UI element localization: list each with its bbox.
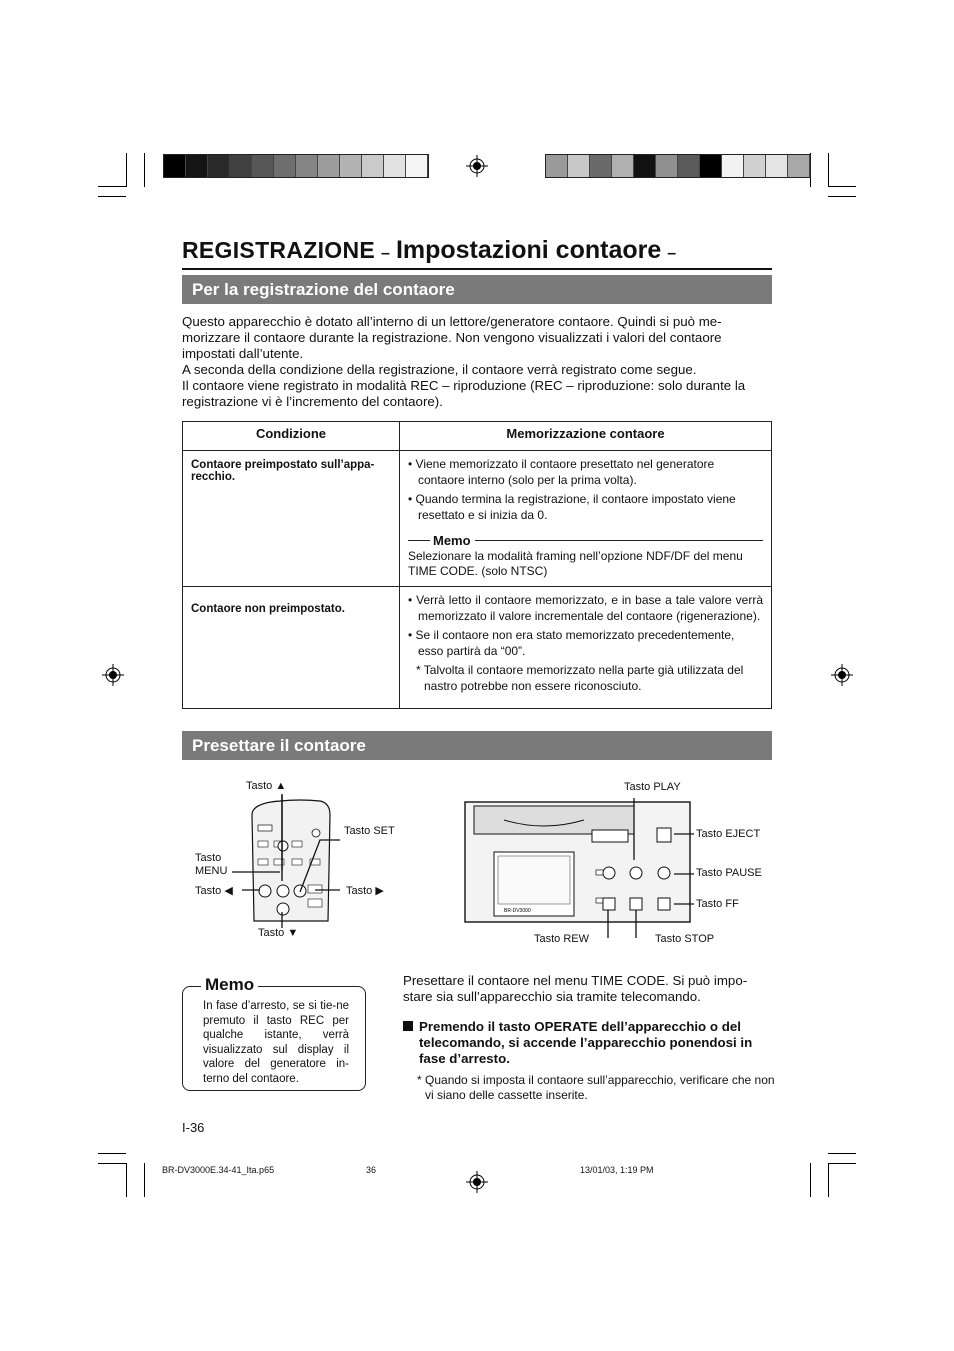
label-tasto-rew: Tasto REW (534, 933, 590, 945)
page-title (182, 236, 772, 270)
memo-text: Selezionare la modalità framing nell’opzione NDF/DF del menu TIME CODE. (solo NTSC) (408, 548, 743, 578)
memo-box (182, 975, 366, 1091)
bullet-text: Se il contaore non era stato memorizzato precedentemente, esso partirà da “00”. (415, 628, 735, 658)
crop-mark (144, 153, 145, 187)
crop-mark (98, 196, 126, 197)
deck-model-text: BR-DV3000 (504, 908, 531, 914)
label-tasto-pause: Tasto PAUSE (696, 867, 762, 879)
label-tasto-menu: Tasto MENU (195, 852, 228, 877)
registration-mark-icon (831, 664, 853, 686)
crop-mark (828, 1153, 856, 1154)
crop-mark (828, 153, 829, 187)
footer-date: 13/01/03, 1:19 PM (580, 1165, 654, 1175)
registration-mark-icon (466, 1171, 488, 1193)
crop-mark (828, 1163, 829, 1197)
title-dash: – (381, 245, 390, 262)
intro-paragraph: A seconda della condizione della registrazione, il contaore verrà registrato come segue. (182, 362, 697, 377)
title-dash: – (667, 245, 677, 262)
table-cell: Contaore preimpostato sull’appa-recchio. (183, 451, 400, 587)
crop-mark (98, 186, 126, 187)
crop-mark (98, 1163, 126, 1164)
note-text: Quando si imposta il contaore sull’apparecchio, verificare che non vi siano delle cassette inserite. (425, 1073, 775, 1102)
crop-mark (828, 186, 856, 187)
crop-mark (828, 196, 856, 197)
label-tasto-ff: Tasto FF (696, 898, 739, 910)
color-bar-right (545, 154, 811, 178)
table-row (183, 587, 772, 709)
memo-title: Memo (408, 533, 763, 549)
crop-mark (126, 153, 127, 187)
section-heading: Presettare il contaore (182, 731, 772, 760)
step-bullet-icon (403, 1021, 413, 1031)
label-tasto-right: Tasto ▶ (346, 885, 384, 897)
section-heading: Per la registrazione del contaore (182, 275, 772, 304)
label-tasto-stop: Tasto STOP (655, 933, 715, 945)
footer-file: BR-DV3000E.34-41_Ita.p65 (162, 1165, 275, 1175)
crop-mark (126, 1163, 127, 1197)
crop-mark (98, 1153, 126, 1154)
table-cell (400, 587, 772, 709)
condition-table (182, 421, 772, 709)
registration-mark-icon (466, 155, 488, 177)
list-item: * Talvolta il contaore memorizzato nella parte già utilizzata del nastro potrebbe non essere riconosciuto. (416, 663, 744, 693)
registration-mark-icon (102, 664, 124, 686)
list-item: • Se il contaore non era stato memorizzato precedentemente, esso partirà da “00”. (408, 628, 735, 658)
memo-title: Memo (201, 975, 258, 995)
table-header: Memorizzazione contaore (400, 422, 772, 451)
label-tasto-set: Tasto SET (344, 825, 395, 837)
step-item (403, 1019, 775, 1067)
bullet-text: Quando termina la registrazione, il contaore impostato viene resettato e si inizia da 0. (415, 492, 736, 522)
crop-mark (810, 1163, 811, 1197)
step-text: Premendo il tasto OPERATE dell’apparecchio o del telecomando, si accende l’apparecchio ponendosi in fase d’arresto. (419, 1019, 753, 1066)
intro-text (182, 314, 772, 410)
memo-text: In fase d’arresto, se si tie-ne premuto il tasto REC per qualche istante, verrà visualizzato sul display il valore del generatore in-terno del contaore. (203, 1000, 349, 1085)
list-item: • Quando termina la registrazione, il contaore impostato viene resettato e si inizia da 0. (408, 492, 736, 522)
instruction-paragraph: Presettare il contaore nel menu TIME CODE. Si può impo-stare sia sull’apparecchio sia tramite telecomando. (403, 973, 748, 1004)
instructions (403, 973, 775, 1103)
note-text: Talvolta il contaore memorizzato nella parte già utilizzata del nastro potrebbe non essere riconosciuto. (423, 663, 744, 693)
note-item: * Quando si imposta il contaore sull’apparecchio, verificare che non vi siano delle cassette inserite. (417, 1073, 775, 1102)
leader-lines (590, 790, 770, 940)
intro-paragraph: Il contaore viene registrato in modalità REC – riproduzione (REC – riproduzione: solo durante la registrazione vi è l’incremento del contaore). (182, 378, 746, 409)
bullet-text: Viene memorizzato il contaore presettato nel generatore contaore interno (solo per la prima volta). (415, 457, 715, 487)
list-item: • Viene memorizzato il contaore presettato nel generatore contaore interno (solo per la prima volta). (408, 457, 715, 487)
list-item: • Verrà letto il contaore memorizzato, e in base a tale valore verrà memorizzato il valore incrementale del contaore (rigenerazione). (408, 593, 763, 623)
label-tasto-left: Tasto ◀ (195, 885, 233, 897)
label-tasto-down: Tasto ▼ (258, 927, 299, 939)
table-cell (400, 451, 772, 587)
title-main: REGISTRAZIONE (182, 237, 376, 263)
label-tasto-eject: Tasto EJECT (696, 828, 761, 840)
memo-inline (408, 533, 763, 580)
table-cell: Contaore non preimpostato. (183, 587, 400, 709)
intro-paragraph: Questo apparecchio è dotato all’interno di un lettore/generatore contaore. Quindi si può me-morizzare il contaore durante la registrazione. Non vengono visualizzati i valori del contaore impostati dall’utente. (182, 314, 722, 361)
title-sub: Impostazioni contaore (395, 236, 662, 264)
label-tasto-up: Tasto ▲ (246, 780, 287, 792)
table-row (183, 451, 772, 587)
crop-mark (144, 1163, 145, 1197)
footer-page: 36 (366, 1165, 377, 1175)
label-tasto-play: Tasto PLAY (624, 781, 681, 793)
table-header: Condizione (183, 422, 400, 451)
bullet-text: Verrà letto il contaore memorizzato, e in base a tale valore verrà memorizzato il valore incrementale del contaore (rigenerazione). (416, 593, 763, 623)
page-number: I-36 (182, 1120, 205, 1135)
color-bar-left (163, 154, 429, 178)
crop-mark (828, 1163, 856, 1164)
